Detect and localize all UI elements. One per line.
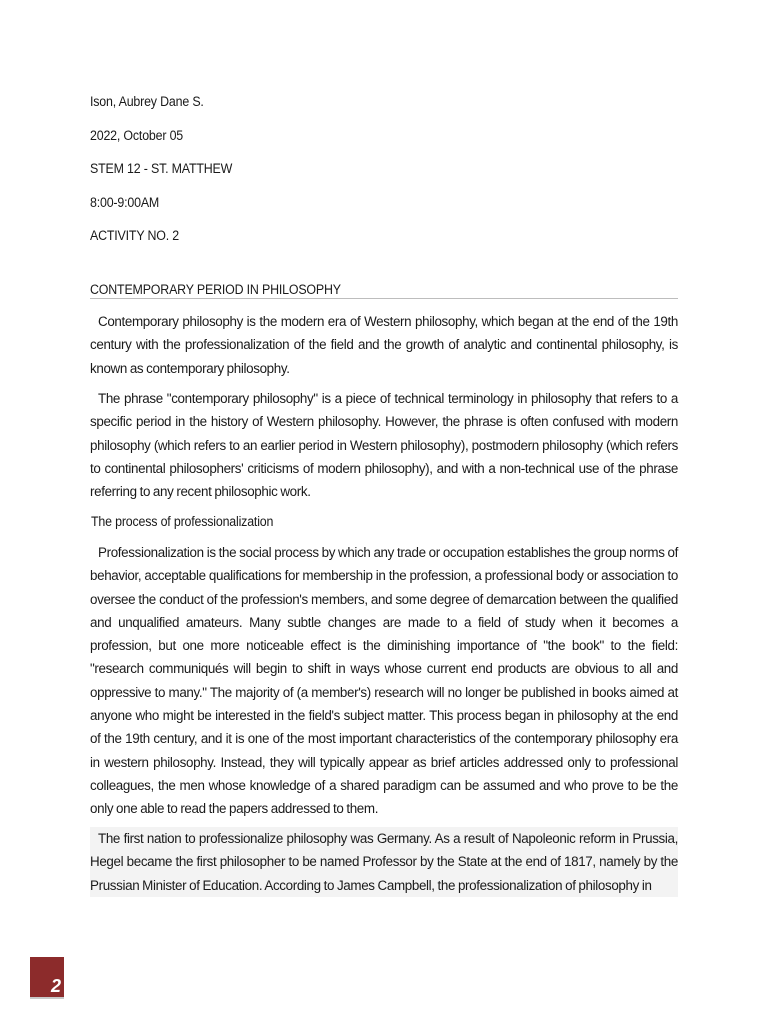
activity-line: ACTIVITY NO. 2 — [90, 228, 179, 243]
section-heading-text: CONTEMPORARY PERIOD IN PHILOSOPHY — [90, 282, 341, 297]
subheading-professionalization: The process of professionalization — [91, 514, 274, 529]
paragraph-1 — [90, 310, 678, 380]
student-name: Ison, Aubrey Dane S. — [90, 94, 204, 109]
section-heading — [90, 282, 678, 299]
paragraph-2 — [90, 387, 678, 503]
paragraph-2-text: The phrase "contemporary philosophy" is a piece of technical terminology in philosophy that refers to a specific period in the history of Western philosophy. However, the phrase is often confused with modern philosophy (which refers to an earlier period in Western philosophy), postmodern philosophy (which refers to continental philosophers' criticisms of modern philosophy), and with a non-technical use of the phrase referring to any recent philosophic work. — [90, 391, 678, 500]
paragraph-3-text: Professionalization is the social process by which any trade or occupation establishes the group norms of behavior, acceptable qualifications for membership in the profession, a professional body or association to oversee the conduct of the profession's members, and some degree of demarcation between the qualified and unqualified amateurs. Many subtle changes are made to a field of study when it becomes a profession, but one more noticeable effect is the diminishing importance of "the book" to the field: "research communiqués will begin to shift in ways whose current end products are obvious to all and oppressive to many." The majority of (a member's) research will no longer be published in books aimed at anyone who might be interested in the field's subject matter. This process began in philosophy at the end of the 19th century, and it is one of the most important characteristics of the contemporary philosophy era in western philosophy. Instead, they will typically appear as brief articles addressed only to professional colleagues, the men whose knowledge of a shared paradigm can be assumed and who prove to be the only one able to read the papers addressed to them. — [90, 545, 678, 817]
paragraph-4 — [90, 827, 678, 897]
paragraph-1-text: Contemporary philosophy is the modern era of Western philosophy, which began at the end of the 19th century with the professionalization of the field and the growth of analytic and continental philosophy, is known as contemporary philosophy. — [90, 314, 678, 376]
paragraph-4-text: The first nation to professionalize philosophy was Germany. As a result of Napoleonic reform in Prussia, Hegel became the first philosopher to be named Professor by the State at the end of 1817, namely by the Prussian Minister of Education. According to James Campbell, the professionalization of philosophy in — [90, 831, 678, 893]
date-line: 2022, October 05 — [90, 128, 184, 143]
time-line: 8:00-9:00AM — [90, 195, 160, 210]
section-line: STEM 12 - ST. MATTHEW — [90, 161, 233, 176]
page-number: 2 — [50, 976, 61, 996]
page-number-badge — [30, 957, 64, 999]
paragraph-3 — [90, 541, 678, 821]
